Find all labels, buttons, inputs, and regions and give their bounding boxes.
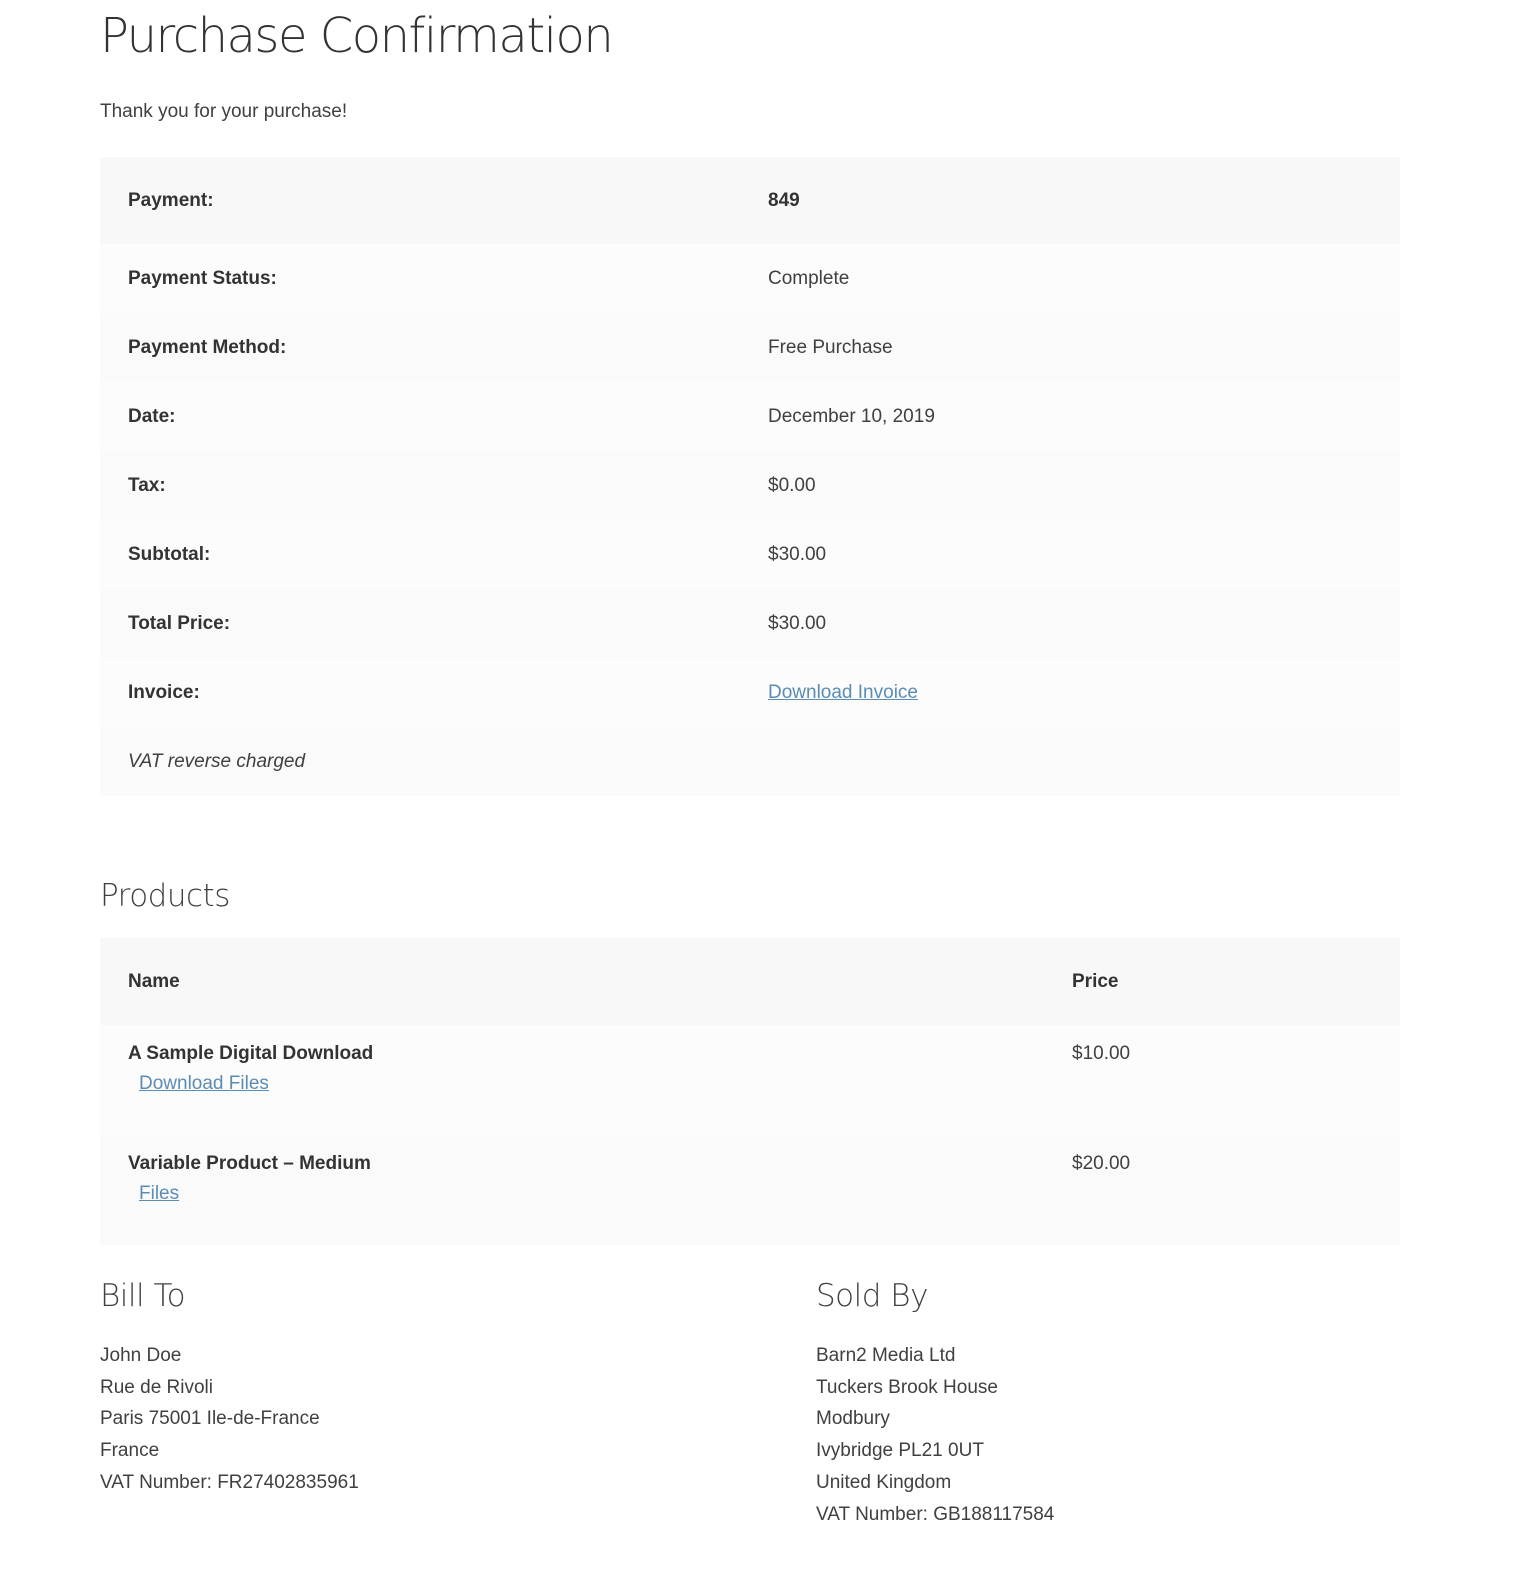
invoice-label: Invoice: xyxy=(100,658,740,727)
payment-status-label: Payment Status: xyxy=(100,244,740,313)
product-price: $20.00 xyxy=(1044,1135,1400,1245)
summary-row-tax xyxy=(100,451,1400,520)
sold-by-vat-number: VAT Number: GB188117584 xyxy=(816,1503,1055,1525)
sold-by-heading: Sold By xyxy=(816,1278,928,1314)
payment-status-value: Complete xyxy=(740,244,1400,313)
product-price: $10.00 xyxy=(1044,1025,1400,1135)
sold-by-address xyxy=(816,1340,1054,1530)
product-name: A Sample Digital Download xyxy=(128,1043,374,1064)
payment-value: 849 xyxy=(740,157,1400,244)
bill-to-city: Paris 75001 Ile-de-France xyxy=(100,1408,320,1430)
products-table xyxy=(100,938,1400,1245)
payment-summary-table xyxy=(100,157,1400,796)
page-title: Purchase Confirmation xyxy=(100,8,613,64)
bill-to-vat-number: VAT Number: FR27402835961 xyxy=(100,1471,359,1493)
column-header-name: Name xyxy=(100,938,1044,1025)
bill-to-country: France xyxy=(100,1440,160,1462)
bill-to-name: John Doe xyxy=(100,1345,182,1366)
products-header-row xyxy=(100,938,1400,1025)
sold-by-country: United Kingdom xyxy=(816,1471,952,1493)
date-value: December 10, 2019 xyxy=(740,382,1400,451)
sold-by-town: Modbury xyxy=(816,1408,890,1430)
bill-to-heading: Bill To xyxy=(100,1278,186,1314)
summary-row-invoice xyxy=(100,658,1400,727)
column-header-price: Price xyxy=(1044,938,1400,1025)
payment-label: Payment: xyxy=(100,157,740,244)
total-price-label: Total Price: xyxy=(100,589,740,658)
invoice-cell xyxy=(740,658,1400,727)
summary-row-payment xyxy=(100,157,1400,244)
product-row xyxy=(100,1025,1400,1135)
thank-you-message: Thank you for your purchase! xyxy=(100,101,348,122)
bill-to-address xyxy=(100,1340,359,1499)
sold-by-building: Tuckers Brook House xyxy=(816,1376,998,1398)
vat-reverse-charged-note: VAT reverse charged xyxy=(100,727,1400,796)
payment-method-value: Free Purchase xyxy=(740,313,1400,382)
sold-by-company: Barn2 Media Ltd xyxy=(816,1345,956,1366)
summary-row-status xyxy=(100,244,1400,313)
subtotal-label: Subtotal: xyxy=(100,520,740,589)
sold-by-city: Ivybridge PL21 0UT xyxy=(816,1440,984,1462)
tax-label: Tax: xyxy=(100,451,740,520)
summary-row-total xyxy=(100,589,1400,658)
bill-to-street: Rue de Rivoli xyxy=(100,1376,213,1398)
product-row xyxy=(100,1135,1400,1245)
products-heading: Products xyxy=(100,878,230,914)
product-name: Variable Product – Medium xyxy=(128,1153,371,1174)
summary-row-vat-note xyxy=(100,727,1400,796)
summary-row-subtotal xyxy=(100,520,1400,589)
download-files-link[interactable]: Download Files xyxy=(139,1073,269,1094)
payment-method-label: Payment Method: xyxy=(100,313,740,382)
summary-row-date xyxy=(100,382,1400,451)
summary-row-method xyxy=(100,313,1400,382)
total-price-value: $30.00 xyxy=(740,589,1400,658)
files-link[interactable]: Files xyxy=(139,1183,180,1204)
subtotal-value: $30.00 xyxy=(740,520,1400,589)
product-name-cell xyxy=(100,1135,1044,1245)
date-label: Date: xyxy=(100,382,740,451)
product-name-cell xyxy=(100,1025,1044,1135)
download-invoice-link[interactable]: Download Invoice xyxy=(768,681,918,703)
tax-value: $0.00 xyxy=(740,451,1400,520)
